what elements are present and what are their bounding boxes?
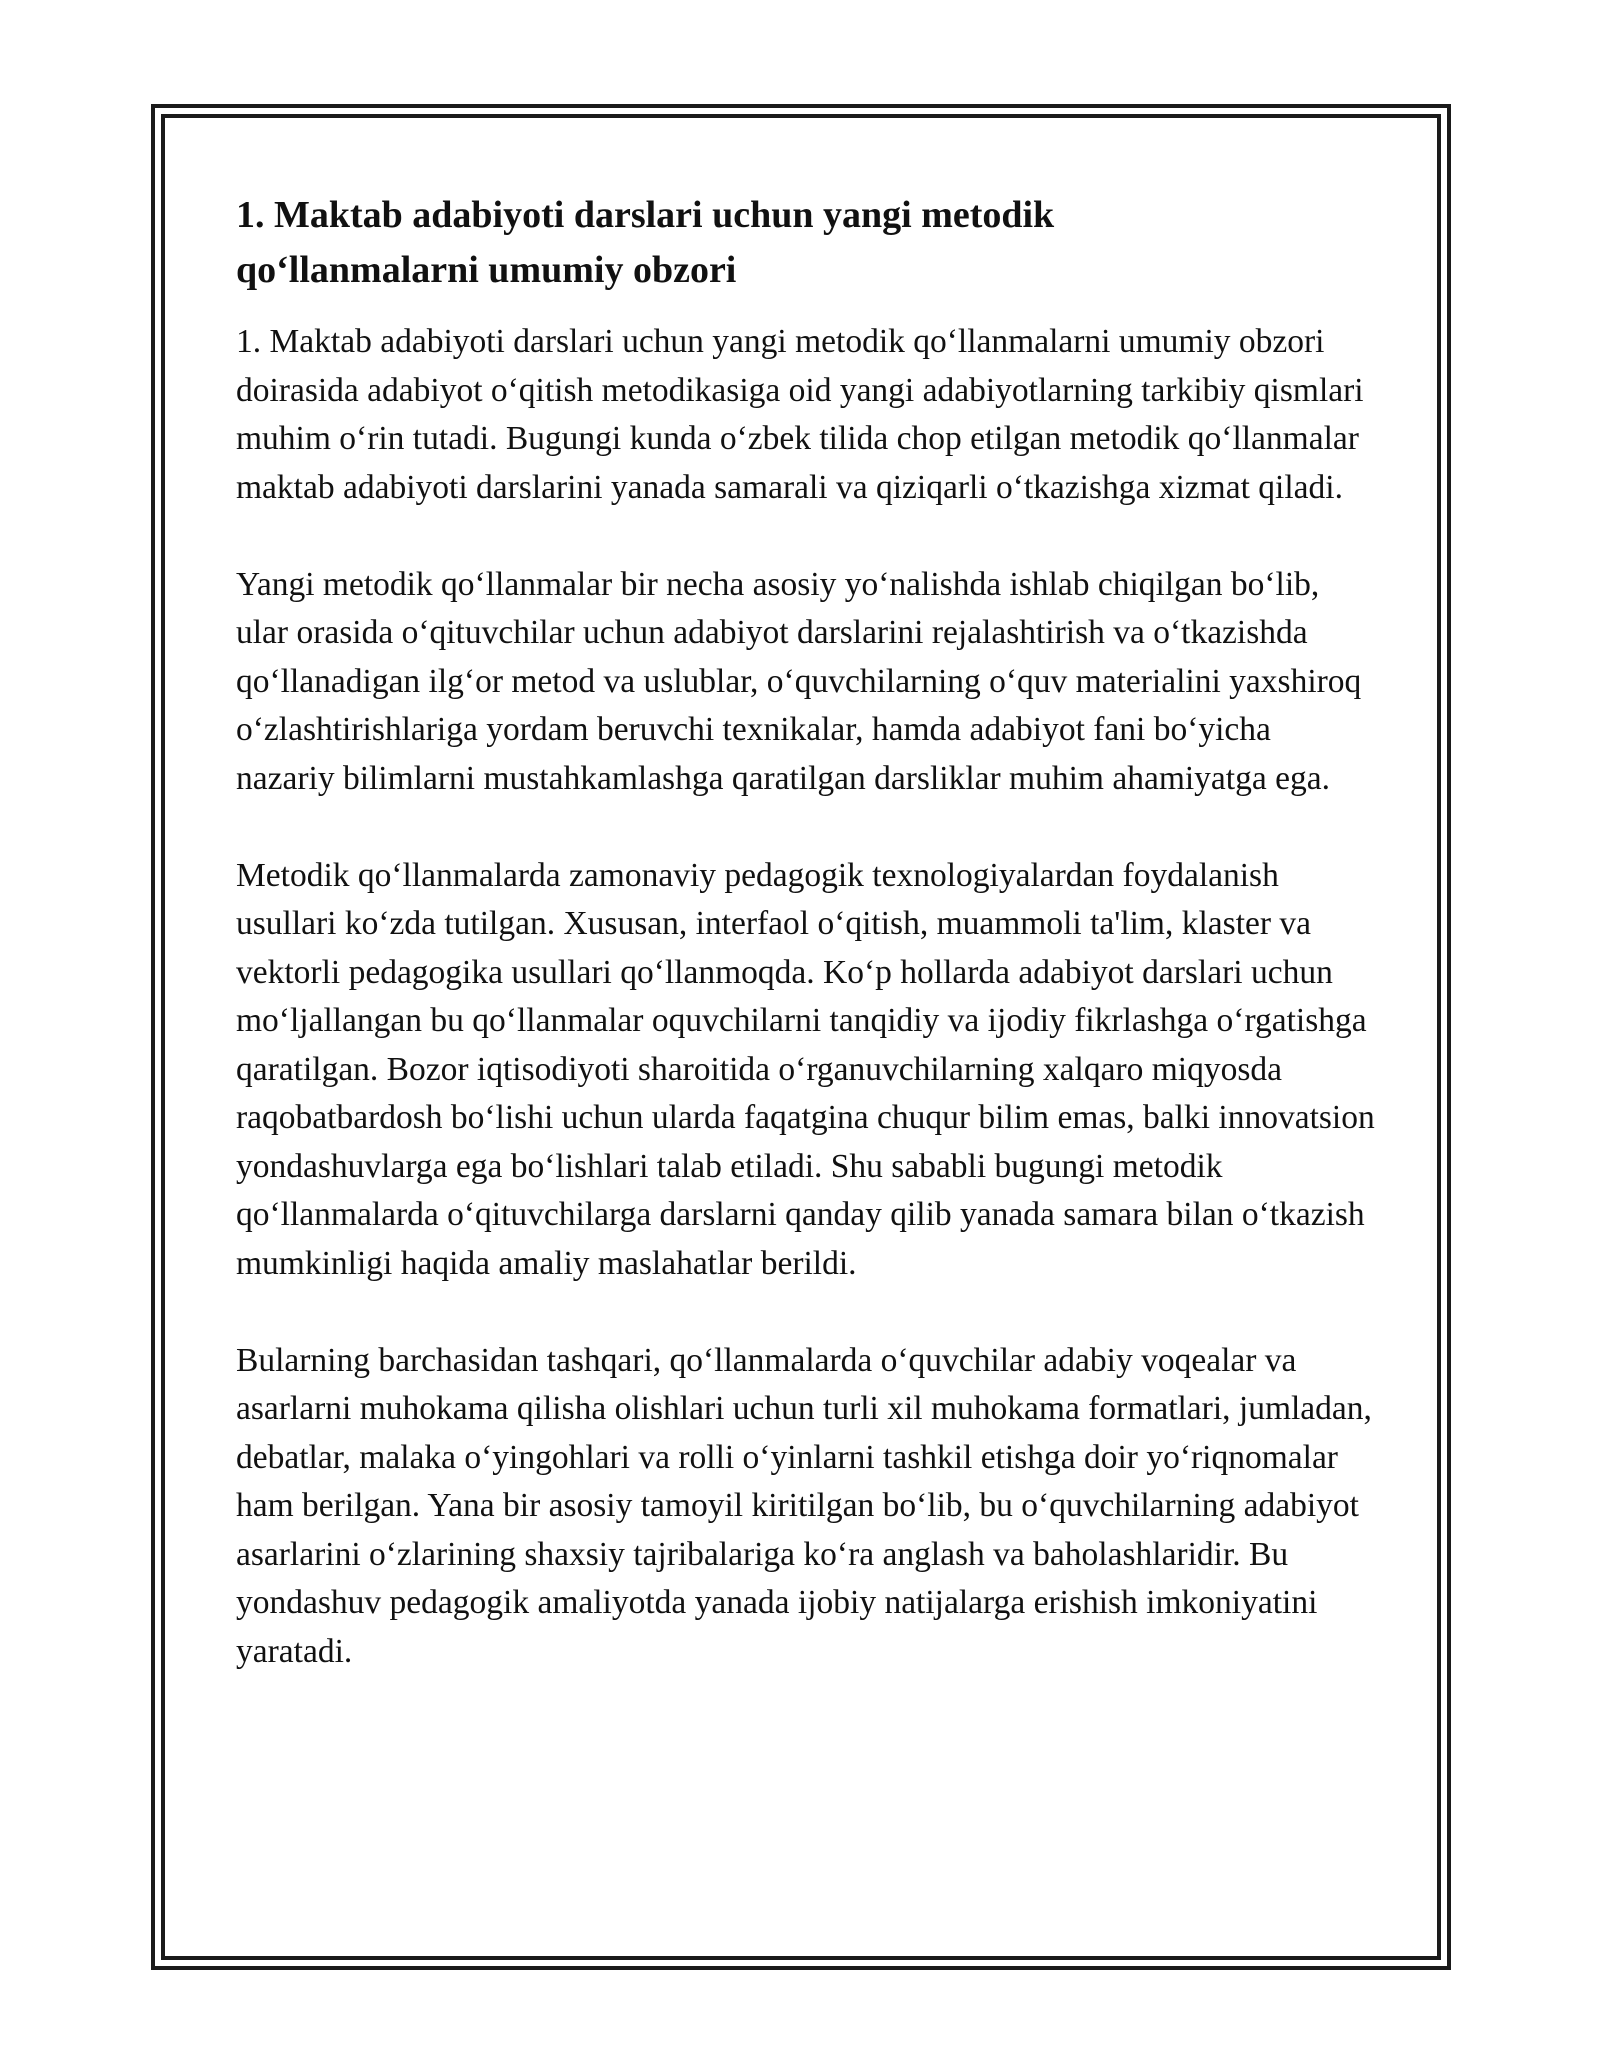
paragraph-3: Metodik qo‘llanmalarda zamonaviy pedagogik texnologiyalardan foydalanish usullari ko‘zda tutilgan. Xususan, interfaol o‘qitish, muammoli ta'lim, klaster va vektorli pedagogika usullari qo‘llanmoqda. Ko‘p hollarda adabiyot darslari uchun mo‘ljallangan bu qo‘llanmalar oquvchilarni tanqidiy va ijodiy fikrlashga o‘rgatishga qaratilgan. Bozor iqtisodiyoti sharoitida o‘rganuvchilarning xalqaro miqyosda raqobatbardosh bo‘lishi uchun ularda faqatgina chuqur bilim emas, balki innovatsion yondashuvlarga ega bo‘lishlari talab etiladi. Shu sababli bugungi metodik qo‘llanmalarda o‘qituvchilarga darslarni qanday qilib yanada samara bilan o‘tkazish mumkinligi haqida amaliy maslahatlar berildi. <box>236 856 1375 1282</box>
section-heading: 1. Maktab adabiyoti darslari uchun yangi metodik qo‘llanmalarni umumiy obzori <box>236 194 1055 291</box>
paragraph-1: 1. Maktab adabiyoti darslari uchun yangi metodik qo‘llanmalarni umumiy obzori doirasida adabiyot o‘qitish metodikasiga oid yangi adabiyotlarning tarkibiy qismlari muhim o‘rin tutadi. Bugungi kunda o‘zbek tilida chop etilgan metodik qo‘llanmalar maktab adabiyoti darslarini yanada samarali va qiziqarli o‘tkazishga xizmat qiladi. <box>236 323 1364 506</box>
paragraph-4: Bularning barchasidan tashqari, qo‘llanmalarda o‘quvchilar adabiy voqealar va asarlarni muhokama qilisha olishlari uchun turli xil muhokama formatlari, jumladan, debatlar, malaka o‘yingohlari va rolli o‘yinlarni tashkil etishga doir yo‘riqnomalar ham berilgan. Yana bir asosiy tamoyil kiritilgan bo‘lib, bu o‘quvchilarning adabiyot asarlarini o‘zlarining shaxsiy tajribalariga ko‘ra anglash va baholashlaridir. Bu yondashuv pedagogik amaliyotda yanada ijobiy natijalarga erishish imkoniyatini yaratadi. <box>236 1341 1372 1670</box>
document-body <box>236 188 1376 1725</box>
paragraph-2: Yangi metodik qo‘llanmalar bir necha asosiy yo‘nalishda ishlab chiqilgan bo‘lib, ular orasida o‘qituvchilar uchun adabiyot darslarini rejalashtirish va o‘tkazishda qo‘llanadigan ilg‘or metod va uslublar, o‘quvchilarning o‘quv materialini yaxshiroq o‘zlashtirishlariga yordam beruvchi texnikalar, hamda adabiyot fani bo‘yicha nazariy bilimlarni mustahkamlashga qaratilgan darsliklar muhim ahamiyatga ega. <box>236 565 1362 797</box>
